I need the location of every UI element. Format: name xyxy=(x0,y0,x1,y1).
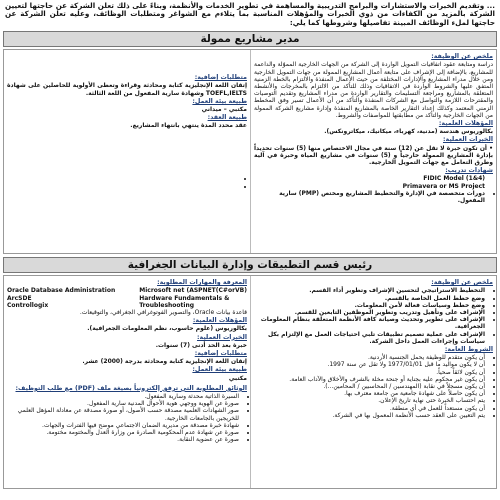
job2-docs-list xyxy=(7,393,247,443)
list-item: • صورة عن عضوية النقابة. xyxy=(7,436,239,443)
job2-req-col-b xyxy=(139,287,247,309)
list-item: • صورة عن شهادة عدم المحكومية الصادرة من وزارة العدل والمختومة مختومة. xyxy=(7,429,239,436)
job2-req-arabic: قاعدة بيانات Oracle، والتصوير الفوتوغرافي الجغرافي، والتوقيعات. xyxy=(79,309,247,317)
list-item: • Primavera or MS Project xyxy=(254,183,485,190)
list-item: • أن يكون مستعداً للعمل في أي منطقة. xyxy=(254,405,485,412)
job2-conditions-heading: الشروط العامة: xyxy=(444,346,493,354)
job1-title: مدير مشاريع ممولة xyxy=(3,31,497,47)
list-item: • أن يكون غير محكوم عليه بجناية أو جنحة مخلة بالشرف والأخلاق والآداب العامة. xyxy=(254,376,485,383)
list-item: • أن لا يكون مواليد ما قبل 1977/01/01 ولا تقل عن سنة 1997. xyxy=(254,361,485,368)
job2-exp-text: خبرة بعد الحد أدنى (7) سنوات. xyxy=(155,341,247,349)
job2-qual-text: بكالوريوس (علوم حاسوب، نظم المعلومات الجغرافية). xyxy=(87,325,247,333)
job1-courses-list xyxy=(254,175,493,204)
job2-duties-list xyxy=(254,287,493,345)
job1-summary-text: دراسة ومتابعة عقود اتفاقيات التمويل الواردة إلى الشركة من الجهات الخارجية المموّلة والداعمة للمشاريع، بالإضافة إلى الإشراف على متابعة أعمال المشاريع الممولة من جهات التمويل الخارجية ومن خلال مدراء المشاريع والإدارات المختلفة من حيث الأعمال المنفذة والالتزام بالخطة الزمنية المتفق عليها والشروط الواردة في الاتفاقيات وذلك للتأكد من الالتزام بالمخرجات والأنشطة المتعلقة بالمشاريع ومراجعة التسليمات والتقارير الواردة من مدراء المشاريع وتقديم التوصيات والمقترحات اللازمة والتواصل مع الشركات المنفذة والتأكد من أن الأعمال تسير وفق المخطط الزمني المعتمد وكذلك إعداد التقارير الخاصة بالمشاريع المنفذة وإدارة مشاريع الشركة الممولة من الجهات الخارجية والتأكد من مطابقتها للمواصفات والشروط. xyxy=(254,61,493,119)
skill-item: Oracle Database Administration xyxy=(7,287,116,295)
list-item: • وضع خطط وسياسات فعالة لأمن المعلومات. xyxy=(254,302,485,309)
job2-extra-heading: متطلبات إضافية: xyxy=(194,350,247,358)
list-item: • وضع خطط العمل الخاصة بالقسم. xyxy=(254,295,485,302)
list-item: • يتم التعيين على العقد حسب الأنظمة المعمول بها في الشركة. xyxy=(254,412,485,419)
job2-place-heading: طبيعة بيئة العمل: xyxy=(192,366,247,374)
job2-summary-heading: ملخص عن الوظيفة: xyxy=(431,279,493,287)
job1-summary-heading: ملخص عن الوظيفة: xyxy=(431,53,493,61)
job1-extra-text: إتقان اللغة الإنجليزية كتابة ومحادثة وقراءة وتعطى الأولوية للحاصلين على شهادة TOEFL,IELTS وشهادة سارية المفعول من اللغة الثالثة. xyxy=(7,82,247,97)
job1-deadline-heading: طبيعة العقد: xyxy=(207,114,247,122)
job1-courses-heading: شهادات تدريب: xyxy=(445,167,493,175)
list-item: • صورة عن الهوية ووجهي هوية الأحوال المدنية سارية المفعول. xyxy=(7,400,239,407)
job1-exp-heading: الخبرات العملية: xyxy=(442,136,493,144)
job1-exp-text: • أن تكون خبرة لا تقل عن (12) سنة في مجال الاختصاص منها (5) سنوات تحديداً بإدارة المشاريع الممولة خارجياً و (5) سنوات في مشاريع المياه وخبرة في آلية وطرق التعامل مع جهات التمويل الخارجية. xyxy=(254,144,493,167)
list-item: • يتم احتساب الخبرة حتى نهاية تاريخ الإعلان. xyxy=(254,397,485,404)
job1-extra-heading: متطلبات إضافية: xyxy=(194,74,247,82)
job2-req-skills xyxy=(7,287,247,309)
list-item: • أن يكون حاصلاً على شهادة جامعية من جامعة معترف بها. xyxy=(254,390,485,397)
job1-qual-text: بكالوريوس هندسة (مدنية، كهرباء، ميكانيك، ميكاترونكس). xyxy=(324,128,493,136)
job1-right-column xyxy=(250,50,496,253)
list-item: • الإشراف على تطوير وتحديث وصيانة كافة الأنظمة المتعلقة بنظام المعلومات الجغرافية. xyxy=(254,316,485,330)
job2-req-col-a xyxy=(7,287,115,309)
skill-item: Hardware Fundamentals & xyxy=(139,294,230,302)
job1-place-text: مكتبي – ميداني xyxy=(201,106,247,114)
job1-card xyxy=(3,49,497,254)
job2-exp-heading: الخبرات العملية: xyxy=(196,333,247,341)
job2-place-text: مكتبي xyxy=(228,374,247,382)
list-item: • أن يكون لائقاً صحياً. xyxy=(254,369,485,376)
job1-qual-heading: المؤهلات العلمية: xyxy=(438,120,493,128)
list-item: • شهادة خبرة مصدقة من مديرية الضمان الاجتماعي موضح فيها الفترات والجهات. xyxy=(7,422,239,429)
job2-req-heading: المعرفة والمهارات المطلوبة: xyxy=(157,279,247,287)
list-item: • صور الشهادات العلمية مصدقة حسب الأصول، أو صورة مصدقة عن معادلة المؤهل العلمي للخريجين بالجامعات الخارجية. xyxy=(7,407,239,421)
job2-extra-text: إتقان اللغة الإنجليزية كتابة ومحادثة بدرجة (2000) عشر. xyxy=(82,358,247,366)
intro-paragraph: ... وتقديم الخبرات والاستشارات والبرامج التدريبية والمساهمة في تطوير الخدمات والأنظمة، وبناءً على ذلك تعلن الشركة عن حاجتها لتعيين الشركة بالمزيد من الكفاءات من ذوي الخبرات والمؤهلات المناسبة بما يتلاءم مع الشواغر ومتطلبات الوظائف، وعليه تعلن الشركة عن حاجتها لملء الوظائف المبينة تفاصيلها وشروطها كما يلي: xyxy=(5,1,495,27)
job2-card xyxy=(3,275,497,489)
list-item: • دورات متخصصة في الإدارة والتخطيط المشاريع ومختص (PMP) سارية المفعول. xyxy=(254,190,485,204)
list-item: • التخطيط الاستراتيجي لتحسين الإشراف وتطوير أداء القسم. xyxy=(254,287,485,294)
job2-left-column xyxy=(4,276,250,488)
job1-left-column xyxy=(4,50,250,253)
skill-item: Microsoft net (ASPNET(C#orVB) xyxy=(139,287,247,295)
list-item: • FIDIC Model (1&4) xyxy=(254,175,485,182)
skill-item: Troubleshooting xyxy=(139,301,195,309)
job2-docs-heading: الوثائق المطلوبة التي ترفق إلكترونياً بصيغة ملف (PDF) مع طلب التوظيف: xyxy=(15,384,247,392)
list-item: • الإشراف على عملية تصميم تطبيقات تلبي احتياجات العمل مع الإلتزام بكل سياسات وإجراءات العمل داخل الشركة. xyxy=(254,331,485,345)
job1-place-heading: طبيعة بيئة العمل: xyxy=(192,97,247,105)
job2-conditions-list xyxy=(254,354,493,419)
list-item: • السيرة الذاتية محدثة وسارية المفعول. xyxy=(7,393,239,400)
skill-item: Controllogix xyxy=(7,301,49,309)
list-item: • الإشراف على وتأهيل وتدريب وتطوير الموظفين التابعين للقسم. xyxy=(254,309,485,316)
skill-item: ArcSDE xyxy=(7,294,32,302)
list-item: • أن يكون متقدم للوظيفة يحمل الجنسية الأردنية. xyxy=(254,354,485,361)
list-item: • أن يكون مسجلاً في نقابة (المهندسين / المحاسبين / المحامين...). xyxy=(254,383,485,390)
job2-title: رئيس قسم التطبيقات وإدارة البيانات الجغرافية xyxy=(3,257,497,273)
job2-right-column xyxy=(250,276,496,488)
job2-qual-heading: المؤهلات العلمية: xyxy=(192,317,247,325)
job1-deadline-text: عقد محدد المدة ينتهي بانتهاء المشاريع. xyxy=(130,122,247,130)
